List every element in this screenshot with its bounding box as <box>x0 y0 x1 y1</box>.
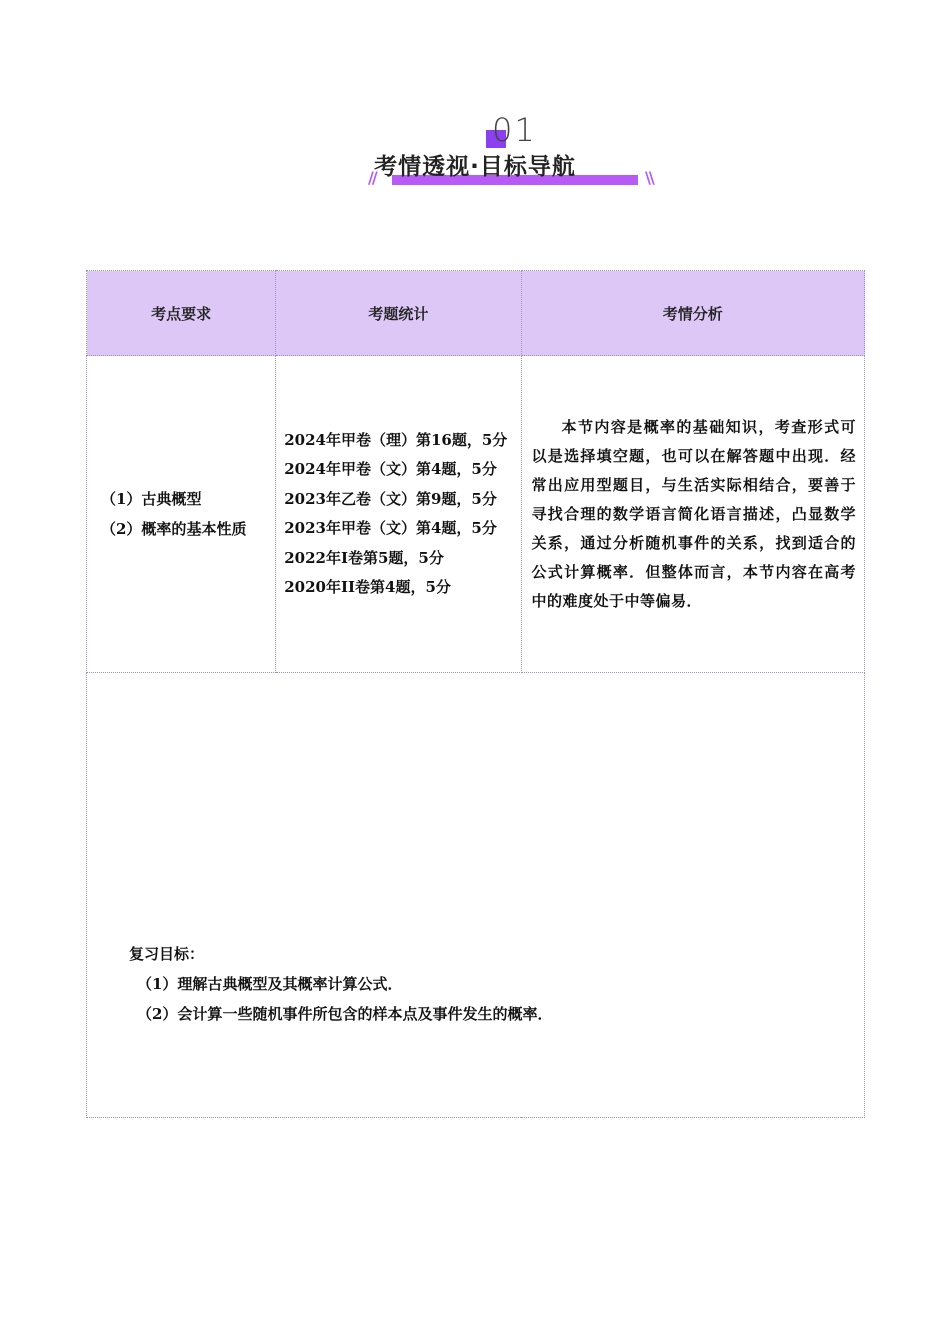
stat-item: 2022年I卷第5题，5分 <box>284 548 444 567</box>
requirement-item: （2）概率的基本性质 <box>101 520 247 538</box>
header-statistics: 考题统计 <box>276 271 521 356</box>
stat-item: 2023年甲卷（文）第4题，5分 <box>284 519 497 537</box>
goals-row <box>87 673 865 1118</box>
section-number: 01 <box>492 111 537 149</box>
statistics-cell <box>276 356 521 673</box>
goal-item: （2）会计算一些随机事件所包含的样本点及事件发生的概率． <box>137 1005 553 1023</box>
section-header <box>0 108 950 198</box>
header-requirements: 考点要求 <box>87 271 276 356</box>
stat-item: 2020年II卷第4题，5分 <box>284 578 451 596</box>
review-goals <box>87 761 864 1029</box>
stat-item: 2024年甲卷（理）第16题，5分 <box>284 430 508 449</box>
exam-analysis-table <box>86 270 865 1118</box>
table-row <box>87 356 865 673</box>
header-analysis: 考情分析 <box>521 271 864 356</box>
goal-item: （1）理解古典概型及其概率计算公式． <box>137 975 403 993</box>
left-slash-decoration: // <box>368 168 376 187</box>
goals-cell <box>87 673 865 1118</box>
analysis-text: 本节内容是概率的基础知识，考查形式可以是选择填空题，也可以在解答题中出现．经常出应用型题目，与生活实际相结合，要善于寻找合理的数学语言简化语言描述，凸显数学关系，通过分析随机事件的关系，找到适合的公式计算概率．但整体而言，本节内容在高考中的难度处于中等偏易． <box>531 417 856 610</box>
goals-title: 复习目标： <box>129 945 205 963</box>
analysis-cell <box>521 356 864 673</box>
table-header-row <box>87 271 865 356</box>
stat-item: 2023年乙卷（文）第9题，5分 <box>284 489 497 508</box>
requirements-cell <box>87 356 276 673</box>
section-title: 考情透视·目标导航 <box>374 154 576 180</box>
requirement-item: （1）古典概型 <box>101 490 202 508</box>
right-slash-decoration: \\ <box>645 168 653 187</box>
stat-item: 2024年甲卷（文）第4题，5分 <box>284 460 497 478</box>
